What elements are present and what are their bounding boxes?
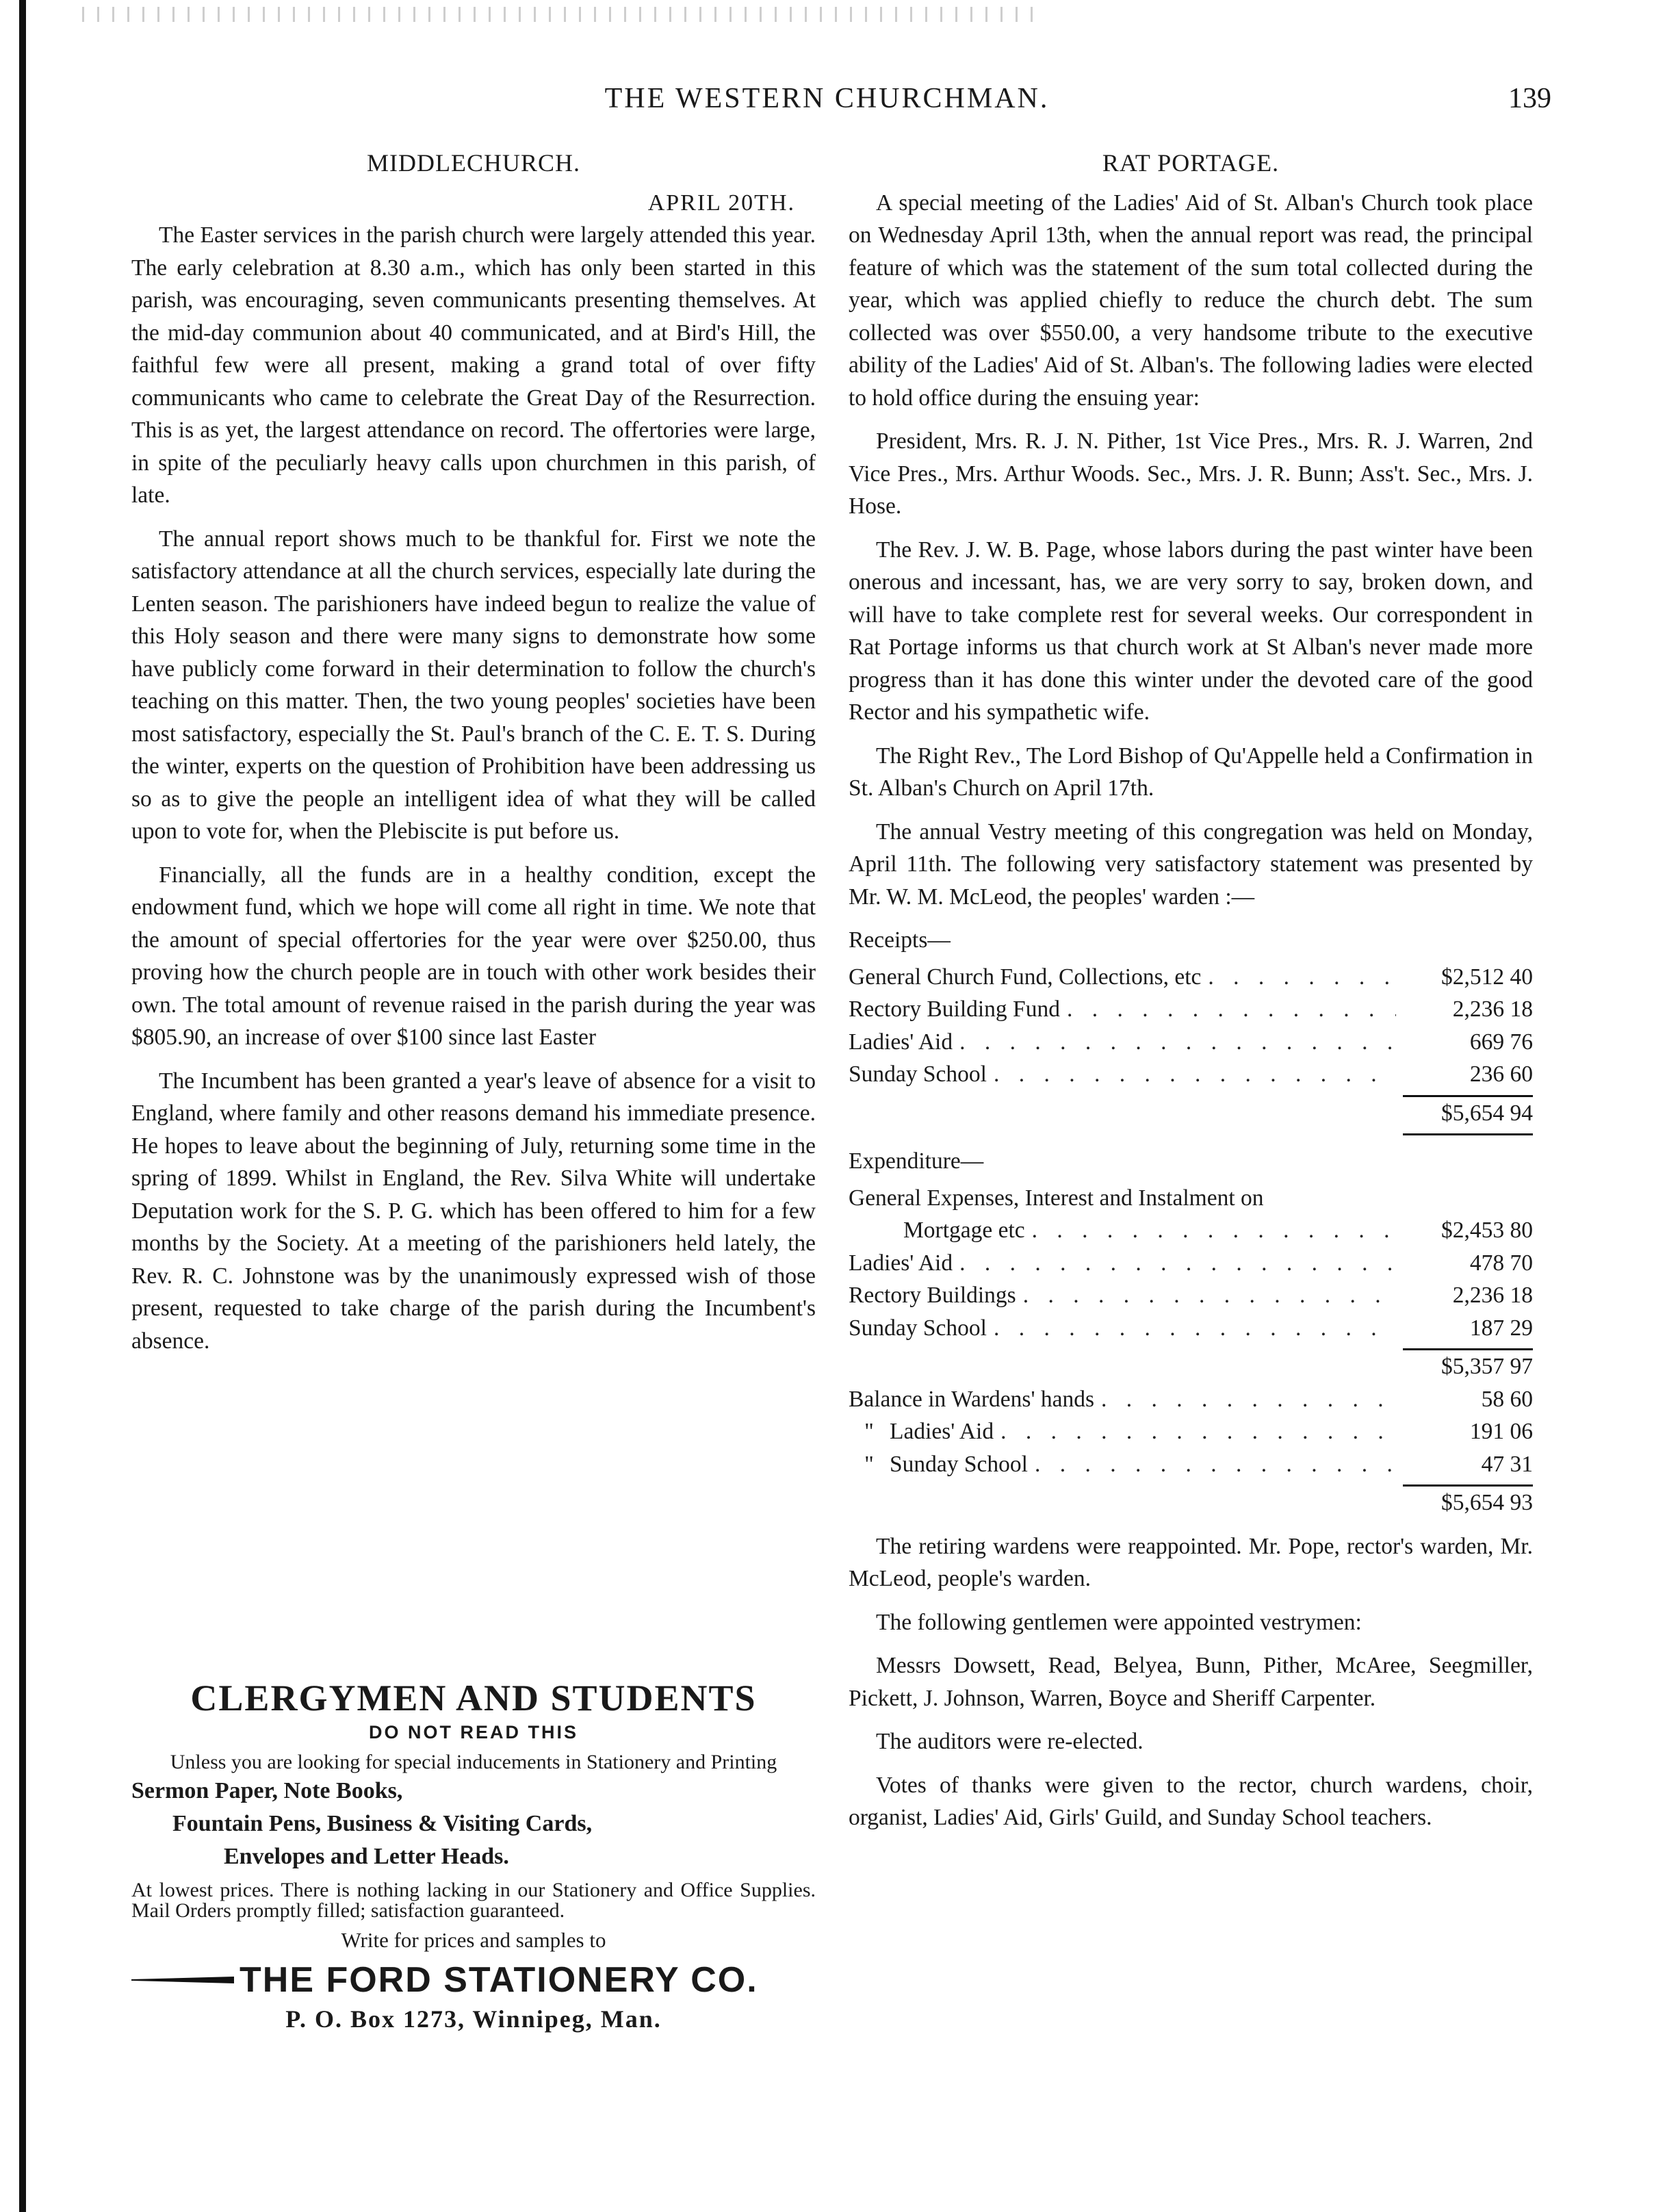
ad-subhead: DO NOT READ THIS	[368, 1722, 578, 1742]
leader-dots	[1101, 1383, 1396, 1416]
ditto-mark: "	[864, 1419, 874, 1444]
expenditure-amount: 2,236 18	[1452, 1283, 1533, 1308]
journal-title: THE WESTERN CHURCHMAN.	[604, 83, 1050, 114]
scan-top-noise	[82, 7, 1040, 22]
paragraph: The Easter services in the parish church were largely attended this year. The early celebration at 8.30 a.m., which has only been started in this parish, was encouraging, seven communicants presenting themselves. At the mid-day communion about 40 communicated, and at Bird's Hill, the faithful few were all present, making a grand total of over fifty communicants who came to celebrate the Great Day of the Resurrection. This is as yet, the largest attendance on record. The offertories were large, in spite of the peculiarly heavy calls upon churchmen in this parish, of late.	[131, 222, 816, 508]
expenditure-row	[849, 1279, 1533, 1312]
expenditure-label: Sunday School	[849, 1315, 987, 1341]
expenditure-amount: 478 70	[1469, 1250, 1533, 1276]
leader-dots	[1023, 1279, 1396, 1312]
grand-total: $5,654 93	[1441, 1490, 1533, 1515]
leader-dots	[1032, 1214, 1396, 1247]
receipt-label: Rectory Building Fund	[849, 996, 1060, 1022]
balance-label: Balance in Wardens' hands	[849, 1386, 1095, 1412]
leader-dots	[959, 1026, 1396, 1059]
paragraph: Financially, all the funds are in a healthy condition, except the endowment fund, which we hope will come all right in time. We note that the amount of special offertories for the year were over $250.00, thus proving how the church people are in touch with other work besides their own. The total amount of revenue raised in the parish during the year was $805.90, an increase of over $100 since last Easter	[131, 862, 816, 1050]
expenditure-first-line: General Expenses, Interest and Instalment on	[849, 1185, 1264, 1211]
expenditure-total-row	[849, 1350, 1533, 1383]
leader-dots	[994, 1312, 1396, 1345]
total-rule	[1403, 1133, 1533, 1135]
balance-label: Sunday School	[890, 1451, 1028, 1477]
right-column	[849, 147, 1533, 1845]
receipt-amount: 2,236 18	[1452, 996, 1533, 1022]
receipt-label: Ladies' Aid	[849, 1029, 953, 1055]
paragraph: The Right Rev., The Lord Bishop of Qu'Appelle held a Confirmation in St. Alban's Church on April 17th.	[849, 743, 1533, 801]
receipt-amount: 669 76	[1469, 1029, 1533, 1055]
stationery-advertisement	[131, 1677, 816, 2033]
ad-write-line: Write for prices and samples to	[341, 1928, 606, 1952]
paragraph: President, Mrs. R. J. N. Pither, 1st Vice Pres., Mrs. R. J. Warren, 2nd Vice Pres., Mrs. Arthur Woods. Sec., Mrs. J. R. Bunn; Ass't. Sec., Mrs. J. Hose.	[849, 428, 1533, 519]
leader-dots	[959, 1247, 1396, 1280]
expenditure-amount: 187 29	[1469, 1315, 1533, 1341]
expenditure-row	[849, 1214, 1533, 1247]
balance-amount: 47 31	[1481, 1451, 1533, 1477]
receipt-row	[849, 1058, 1533, 1091]
balance-row	[849, 1383, 1533, 1416]
receipts-total-row	[849, 1097, 1533, 1130]
balance-amount: 191 06	[1469, 1419, 1533, 1444]
balance-row	[849, 1448, 1533, 1481]
ad-headline: CLERGYMEN AND STUDENTS	[190, 1677, 757, 1719]
receipt-label: General Church Fund, Collections, etc	[849, 964, 1202, 990]
paragraph: The Rev. J. W. B. Page, whose labors during the past winter have been onerous and incessant, has, we are very sorry to say, broken down, and will have to take complete rest for several weeks. Our correspondent in Rat Portage informs us that church work at St Alban's never made more progress than it has done this winter under the devoted care of the good Rector and his sympathetic wife.	[849, 537, 1533, 725]
left-column	[131, 147, 816, 1368]
ad-item-list	[131, 1775, 816, 1873]
expenditure-row	[849, 1312, 1533, 1345]
expenditure-row	[849, 1247, 1533, 1280]
scan-left-edge	[19, 0, 26, 2212]
article-heading-middlechurch: MIDDLECHURCH.	[366, 149, 580, 177]
leader-dots	[1035, 1448, 1396, 1481]
leader-dots	[994, 1058, 1396, 1091]
receipt-amount: 236 60	[1469, 1062, 1533, 1087]
receipt-amount: $2,512 40	[1441, 964, 1533, 990]
grand-total-row	[849, 1487, 1533, 1519]
ad-intro: Unless you are looking for special inducements in Stationery and Printing	[170, 1751, 777, 1773]
receipts-total: $5,654 94	[1441, 1100, 1533, 1126]
paragraph: The retiring wardens were reappointed. Mr. Pope, rector's warden, Mr. McLeod, people's warden.	[849, 1533, 1533, 1591]
leader-dots	[1208, 961, 1396, 994]
paragraph: The Incumbent has been granted a year's leave of absence for a visit to England, where family and other reasons demand his immediate presence. He hopes to leave about the beginning of July, returning some time in the spring of 1899. Whilst in England, the Rev. Silva White will undertake Deputation work for the S. P. G. which has been offered to him for a few months by the Society. At a meeting of the parishioners held lately, the Rev. R. C. Johnstone was by the unanimously expressed wish of those present, requested to take charge of the parish during the Incumbent's absence.	[131, 1068, 816, 1354]
paragraph: The auditors were re-elected.	[876, 1729, 1143, 1754]
ditto-mark: "	[864, 1451, 874, 1477]
ad-item: Fountain Pens, Business & Visiting Cards,	[172, 1811, 593, 1836]
expenditure-total: $5,357 97	[1441, 1354, 1533, 1379]
leader-dots	[1067, 993, 1396, 1026]
running-head	[0, 82, 1654, 123]
company-row	[131, 1959, 816, 2001]
expenditure-label: Rectory Buildings	[849, 1283, 1016, 1308]
receipts-heading: Receipts—	[849, 927, 951, 953]
balance-amount: 58 60	[1481, 1386, 1533, 1412]
balance-label: Ladies' Aid	[890, 1419, 994, 1444]
article-dateline: APRIL 20TH.	[647, 190, 795, 216]
receipt-row	[849, 993, 1533, 1026]
paragraph: The following gentlemen were appointed vestrymen:	[876, 1609, 1362, 1635]
leader-dots	[1000, 1415, 1396, 1448]
expenditure-label: Ladies' Aid	[849, 1250, 953, 1276]
paragraph: Votes of thanks were given to the rector, church wardens, choir, organist, Ladies' Aid, Girls' Guild, and Sunday School teachers.	[849, 1772, 1533, 1830]
swash-ornament-icon	[131, 1977, 234, 1983]
expenditure-heading: Expenditure—	[849, 1148, 984, 1174]
paragraph: Messrs Dowsett, Read, Belyea, Bunn, Pither, McAree, Seegmiller, Pickett, J. Johnson, Warren, Boyce and Sheriff Carpenter.	[849, 1653, 1533, 1711]
ad-item: Envelopes and Letter Heads.	[224, 1844, 509, 1869]
paragraph: The annual Vestry meeting of this congregation was held on Monday, April 11th. The following very satisfactory statement was presented by Mr. W. M. McLeod, the peoples' warden :—	[849, 819, 1533, 910]
receipt-label: Sunday School	[849, 1062, 987, 1087]
balance-row	[849, 1415, 1533, 1448]
page-number: 139	[1508, 83, 1551, 114]
company-address: P. O. Box 1273, Winnipeg, Man.	[285, 2005, 662, 2033]
receipt-row	[849, 961, 1533, 994]
ad-item: Sermon Paper, Note Books,	[131, 1778, 403, 1803]
article-heading-rat-portage: RAT PORTAGE.	[1102, 149, 1280, 177]
receipt-row	[849, 1026, 1533, 1059]
expenditure-label: Mortgage etc	[903, 1218, 1025, 1243]
paragraph: The annual report shows much to be thankful for. First we note the satisfactory attendance at all the church services, especially late during the Lenten season. The parishioners have indeed begun to realize the value of this Holy season and there were many signs to demonstrate how some have publicly come forward in their determination to follow the church's teaching on this matter. Then, the two young peoples' societies have been most satisfactory, especially the St. Paul's branch of the C. E. T. S. During the winter, experts on the question of Prohibition have been addressing us so as to give the people an intelligent idea of what they will be called upon to vote for, when the Plebiscite is put before us.	[131, 526, 816, 844]
paragraph: A special meeting of the Ladies' Aid of St. Alban's Church took place on Wednesday April 13th, when the annual report was read, the principal feature of which was the statement of the sum total collected during the year, which was applied chiefly to reduce the church debt. The sum collected was over $550.00, a very handsome tribute to the executive ability of the Ladies' Aid of St. Alban's. The following ladies were elected to hold office during the ensuing year:	[849, 190, 1533, 411]
ad-notice: At lowest prices. There is nothing lacking in our Stationery and Office Supplies. Mail Orders promptly filled; satisfaction guaranteed.	[131, 1879, 816, 1922]
company-name: THE FORD STATIONERY CO.	[240, 1960, 758, 2000]
expenditure-amount: $2,453 80	[1441, 1218, 1533, 1243]
